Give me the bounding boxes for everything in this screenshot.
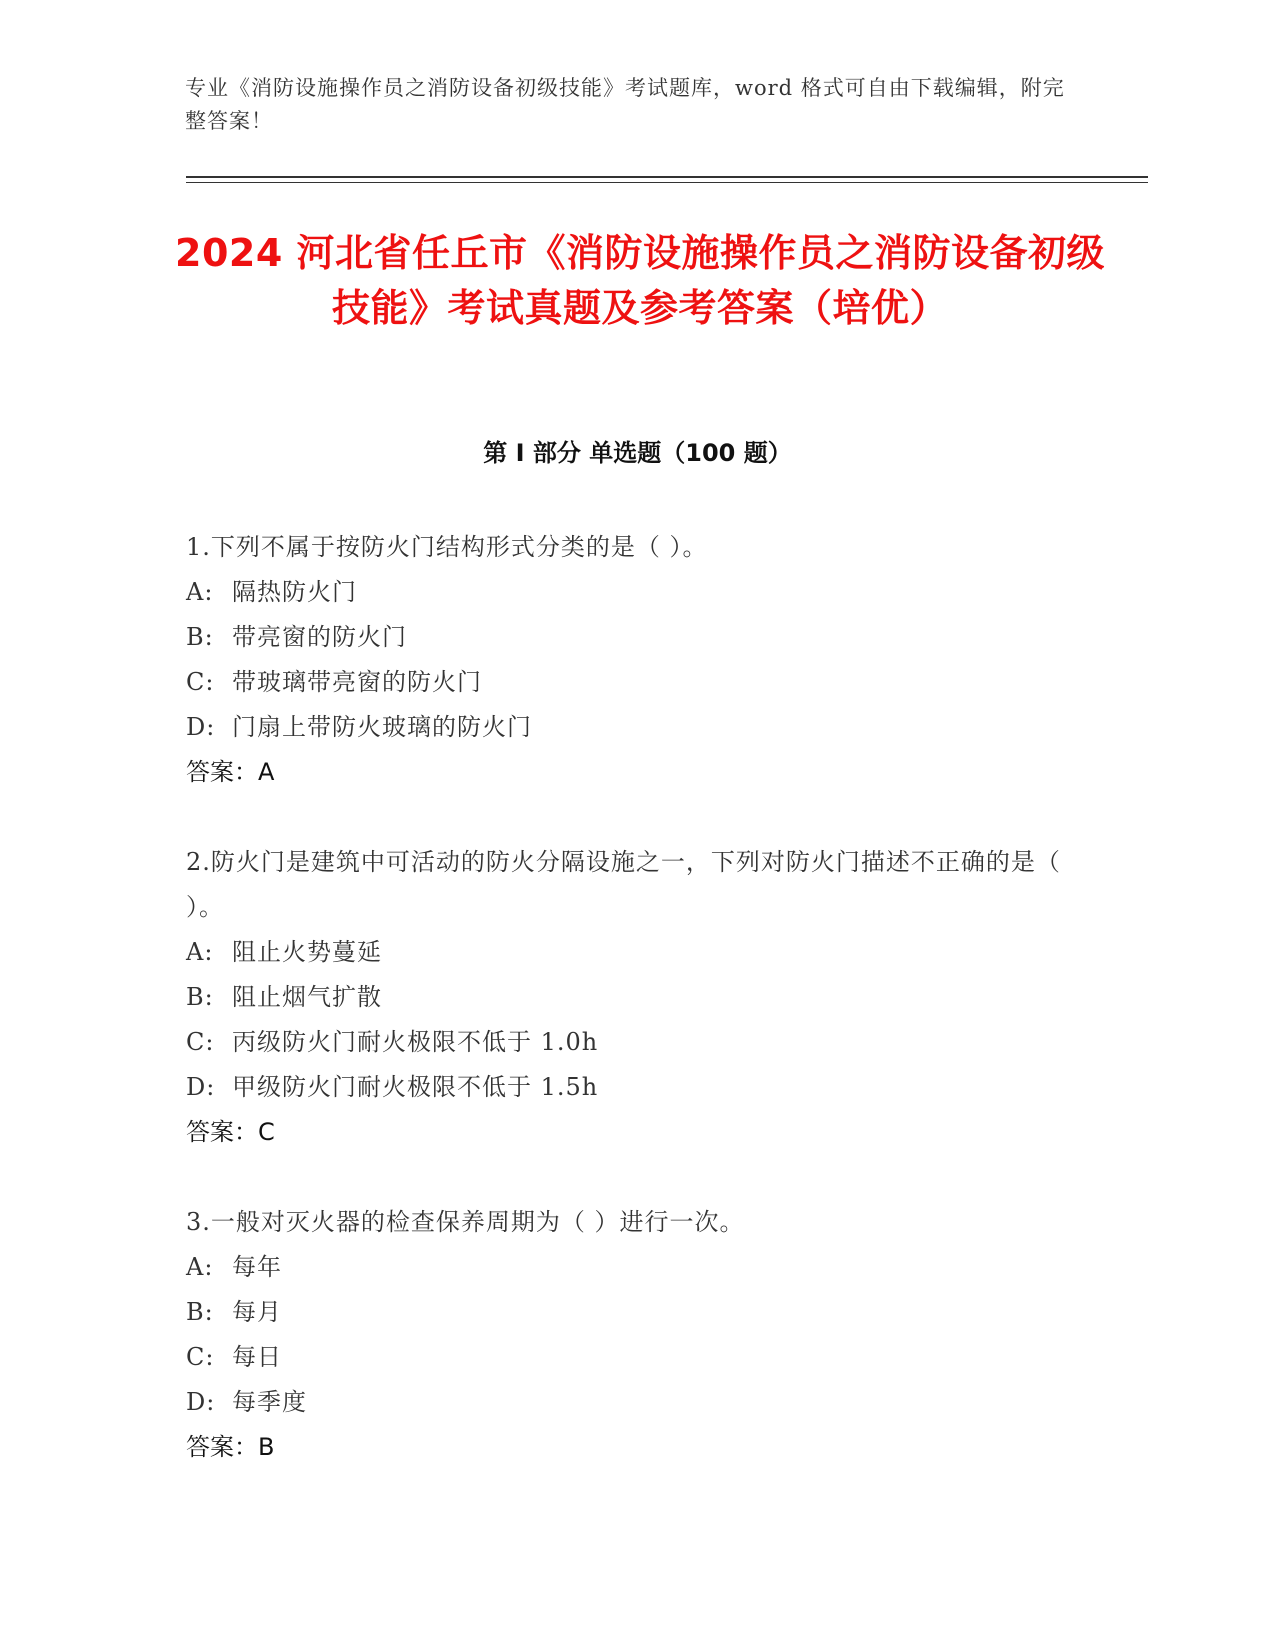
option-letter: D: (186, 713, 216, 741)
question-stem: 2.防火门是建筑中可活动的防火分隔设施之一，下列对防火门描述不正确的是（ ）。 (186, 848, 1061, 921)
option-text: 每季度 (232, 1388, 307, 1416)
option-letter: B: (186, 983, 214, 1011)
answer: 答案：A (186, 758, 275, 786)
option-text: 阻止烟气扩散 (232, 983, 382, 1011)
option-letter: A: (186, 1253, 214, 1281)
option-a (186, 930, 1066, 975)
question-3 (186, 1200, 1066, 1470)
header-divider-thick (186, 176, 1148, 178)
option-letter: B: (186, 623, 214, 651)
option-c (186, 660, 1066, 705)
option-letter: C: (186, 668, 215, 696)
option-letter: D: (186, 1073, 216, 1101)
option-text: 门扇上带防火玻璃的防火门 (232, 713, 532, 741)
option-text: 甲级防火门耐火极限不低于 1.5h (232, 1073, 599, 1101)
option-b (186, 615, 1066, 660)
option-d (186, 705, 1066, 750)
option-text: 每日 (232, 1343, 282, 1371)
option-text: 丙级防火门耐火极限不低于 1.0h (232, 1028, 599, 1056)
option-a (186, 1245, 1066, 1290)
option-text: 每月 (232, 1298, 282, 1326)
answer: 答案：B (186, 1433, 275, 1461)
option-text: 带亮窗的防火门 (232, 623, 407, 651)
option-letter: C: (186, 1343, 215, 1371)
answer: 答案：C (186, 1118, 275, 1146)
option-text: 每年 (232, 1253, 282, 1281)
option-letter: A: (186, 578, 214, 606)
question-stem: 3.一般对灭火器的检查保养周期为（ ）进行一次。 (186, 1208, 745, 1236)
option-text: 带玻璃带亮窗的防火门 (232, 668, 482, 696)
document-title: 2024 河北省任丘市《消防设施操作员之消防设备初级技能》考试真题及参考答案（培优） (175, 231, 1105, 330)
section-heading: 第 I 部分 单选题（100 题） (483, 439, 792, 467)
question-stem: 1.下列不属于按防火门结构形式分类的是（ ）。 (186, 533, 708, 561)
option-b (186, 1290, 1066, 1335)
option-c (186, 1020, 1066, 1065)
option-letter: D: (186, 1388, 216, 1416)
question-2 (186, 840, 1066, 1155)
question-1 (186, 525, 1066, 795)
header-divider-thin (186, 182, 1148, 183)
option-d (186, 1380, 1066, 1425)
header-note: 专业《消防设施操作员之消防设备初级技能》考试题库，word 格式可自由下载编辑，附完整答案！ (185, 76, 1065, 133)
option-letter: B: (186, 1298, 214, 1326)
option-text: 阻止火势蔓延 (232, 938, 382, 966)
option-a (186, 570, 1066, 615)
option-d (186, 1065, 1066, 1110)
option-letter: A: (186, 938, 214, 966)
option-b (186, 975, 1066, 1020)
option-c (186, 1335, 1066, 1380)
option-text: 隔热防火门 (232, 578, 357, 606)
option-letter: C: (186, 1028, 215, 1056)
